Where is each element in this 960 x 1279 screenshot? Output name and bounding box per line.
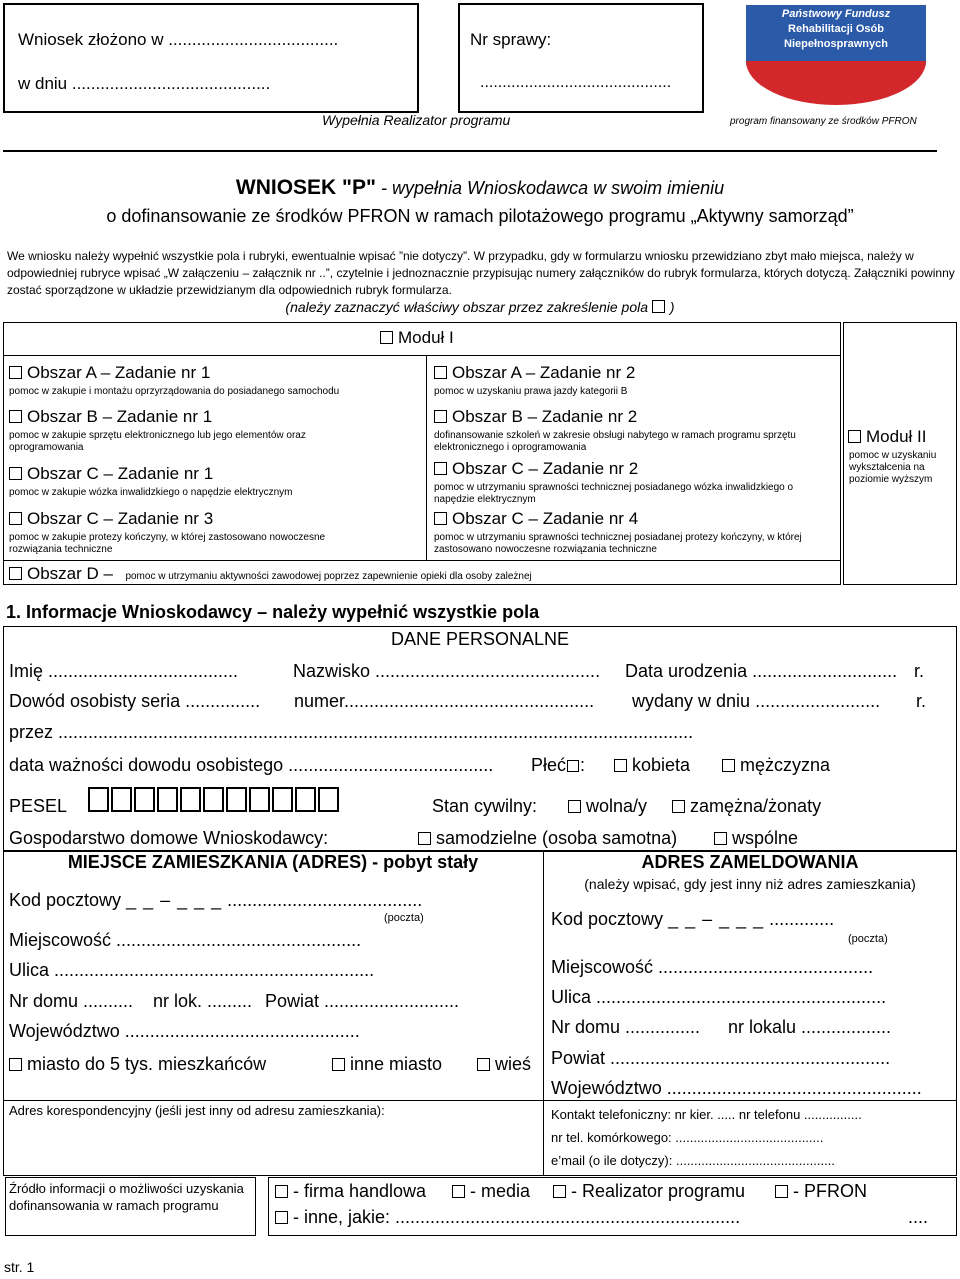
- form-title-main: WNIOSEK "P": [235, 176, 376, 199]
- submitted-field[interactable]: Wniosek złożono w ....................................: [18, 30, 339, 49]
- residence-city-field[interactable]: Miejscowość .................................................: [9, 930, 362, 950]
- residence-heading: MIEJSCE ZAMIESZKANIA (ADRES) - pobyt stały: [67, 852, 479, 872]
- source-option-other[interactable]: [275, 1207, 740, 1228]
- postal-code-slots-icon: _ _ – _ _ _: [126, 890, 223, 910]
- surname-field[interactable]: Nazwisko .............................................: [293, 661, 601, 681]
- funded-note: program finansowany ze środków PFRON: [730, 116, 917, 127]
- mark-note-end: ): [669, 299, 675, 315]
- module1-col-divider: [426, 355, 427, 560]
- module2-label: Moduł II: [866, 427, 927, 446]
- module2-desc: pomoc w uzyskaniu wykształcenia na poziomie wyższym: [849, 450, 937, 485]
- mark-note: [0, 299, 960, 315]
- logo-line-2: Rehabilitacji Osób: [788, 23, 884, 35]
- submission-box: [3, 3, 419, 113]
- source-media-label: - media: [470, 1181, 531, 1201]
- source-option-trade[interactable]: [275, 1181, 426, 1202]
- task-c2-desc: pomoc w utrzymaniu sprawności technicznej posiadanego wózka inwalidzkiego o napędzie elektrycznym: [434, 482, 794, 505]
- source-option-pfron[interactable]: [775, 1181, 867, 1202]
- residence-postal-code[interactable]: [9, 890, 422, 911]
- task-b2[interactable]: [434, 407, 834, 454]
- registration-note: (należy wpisać, gdy jest inny niż adres zamieszkania): [584, 876, 916, 892]
- task-c1-checkbox-icon[interactable]: [9, 467, 22, 480]
- mobile-field[interactable]: nr tel. komórkowego: .........................................: [551, 1130, 824, 1145]
- source-trade-label: - firma handlowa: [293, 1181, 427, 1201]
- source-trade-checkbox-icon[interactable]: [275, 1185, 288, 1198]
- household-shared-checkbox-icon[interactable]: [714, 832, 727, 845]
- registration-postal-sub: (poczta): [848, 933, 888, 945]
- task-c1[interactable]: [9, 464, 419, 499]
- registration-postal-label: Kod pocztowy: [551, 909, 664, 929]
- household-shared-option[interactable]: [714, 828, 798, 849]
- date-field[interactable]: w dniu ..........................................: [18, 74, 271, 93]
- issued-by-field[interactable]: przez ...............................................................................................................................: [9, 722, 694, 742]
- source-label: Źródło informacji o możliwości uzyskania dofinansowania w ramach programu: [9, 1181, 244, 1213]
- sex-box-icon: [567, 760, 579, 772]
- module2-checkbox-icon[interactable]: [848, 430, 861, 443]
- module2-option[interactable]: [848, 427, 926, 447]
- task-b1-desc: pomoc w zakupie sprzętu elektronicznego lub jego elementów oraz oprogramowania: [9, 430, 306, 453]
- registration-voivodeship-field[interactable]: Województwo ...................................................: [551, 1078, 922, 1098]
- source-other-label: - inne, jakie: .....................................................................: [293, 1207, 741, 1227]
- address-row-divider: [3, 1100, 957, 1101]
- task-b1-checkbox-icon[interactable]: [9, 410, 22, 423]
- pesel-digit[interactable]: [249, 787, 270, 812]
- form-title: [0, 176, 960, 200]
- task-c3[interactable]: [9, 509, 419, 556]
- pesel-label: PESEL: [9, 796, 68, 816]
- header-rule: [3, 150, 937, 152]
- task-d-title: Obszar D –: [27, 564, 113, 583]
- marital-status-label: Stan cywilny:: [432, 796, 538, 816]
- sex-colon: :: [580, 755, 586, 775]
- task-a1-desc: pomoc w zakupie i montażu oprzyrządowania do posiadanego samochodu: [9, 386, 340, 397]
- registration-postal-slots-icon: _ _ – _ _ _: [668, 909, 765, 929]
- married-checkbox-icon[interactable]: [672, 800, 685, 813]
- case-number-field[interactable]: ...........................................: [480, 74, 672, 91]
- sex-male-option[interactable]: [722, 755, 830, 776]
- residence-postal-sub: (poczta): [384, 912, 424, 924]
- male-label: mężczyzna: [740, 755, 831, 775]
- household-label: Gospodarstwo domowe Wnioskodawcy:: [9, 828, 329, 848]
- task-d[interactable]: [9, 564, 532, 584]
- logo-line-3: Niepełnosprawnych: [784, 38, 888, 50]
- village-label: wieś: [495, 1054, 532, 1074]
- marital-single-option[interactable]: [568, 796, 647, 817]
- registration-postal-code[interactable]: [551, 909, 834, 930]
- case-number-label: Nr sprawy:: [470, 30, 552, 49]
- task-a2-checkbox-icon[interactable]: [434, 366, 447, 379]
- task-b2-desc: dofinansowanie szkoleń w zakresie obsługi nabytego w ramach programu sprzętu elektronicznego i oprogramowania: [434, 430, 796, 453]
- pesel-digit[interactable]: [295, 787, 316, 812]
- task-b1[interactable]: [9, 407, 419, 454]
- pesel-digit[interactable]: [272, 787, 293, 812]
- task-c2[interactable]: [434, 459, 834, 506]
- module1-option[interactable]: [380, 328, 454, 348]
- phone-field[interactable]: Kontakt telefoniczny: nr kier. ..... nr telefonu ................: [551, 1107, 862, 1122]
- household-alone-option[interactable]: [418, 828, 677, 849]
- task-a1[interactable]: [9, 363, 419, 398]
- task-c2-title: Obszar C – Zadanie nr 2: [452, 459, 639, 478]
- pesel-input[interactable]: [88, 787, 341, 817]
- source-option-media[interactable]: [452, 1181, 530, 1202]
- correspondence-address-field[interactable]: Adres korespondencyjny (jeśli jest inny od adresu zamieszkania):: [9, 1103, 385, 1118]
- form-subtitle: o dofinansowanie ze środków PFRON w ramach pilotażowego programu „Aktywny samorząd”: [106, 206, 854, 226]
- source-other-dots: ....: [908, 1207, 929, 1227]
- male-checkbox-icon[interactable]: [722, 759, 735, 772]
- source-other-checkbox-icon[interactable]: [275, 1211, 288, 1224]
- town-small-checkbox-icon[interactable]: [9, 1058, 22, 1071]
- section1-heading: 1. Informacje Wnioskodawcy – należy wypełnić wszystkie pola: [6, 602, 540, 622]
- residence-street-field[interactable]: Ulica ................................................................: [9, 960, 375, 980]
- first-name-field[interactable]: Imię ......................................: [9, 661, 239, 681]
- household-alone-label: samodzielne (osoba samotna): [436, 828, 678, 848]
- pesel-digit[interactable]: [180, 787, 201, 812]
- pesel-digit[interactable]: [203, 787, 224, 812]
- task-d-desc: pomoc w utrzymaniu aktywności zawodowej poprzez zapewnienie opieki dla osoby zależnej: [125, 571, 532, 582]
- id-issued-suffix: r.: [916, 691, 927, 711]
- birth-date-field[interactable]: Data urodzenia .............................: [625, 661, 898, 681]
- module1-checkbox-icon[interactable]: [380, 331, 393, 344]
- personal-data-heading: DANE PERSONALNE: [390, 629, 570, 649]
- residence-voivodeship-field[interactable]: Województwo ...............................................: [9, 1021, 360, 1041]
- village-option[interactable]: [477, 1054, 531, 1075]
- email-field[interactable]: e’mail (o ile dotyczy): ............................................: [551, 1153, 835, 1168]
- task-c4[interactable]: [434, 509, 834, 556]
- task-c2-checkbox-icon[interactable]: [434, 462, 447, 475]
- single-checkbox-icon[interactable]: [568, 800, 581, 813]
- mark-checkbox-icon: [652, 300, 665, 313]
- task-a2-desc: pomoc w uzyskaniu prawa jazdy kategorii B: [434, 386, 628, 397]
- task-b1-title: Obszar B – Zadanie nr 1: [27, 407, 213, 426]
- household-shared-label: wspólne: [732, 828, 799, 848]
- married-label: zamężna/żonaty: [690, 796, 822, 816]
- sex-label-text: Płeć: [531, 755, 567, 775]
- town-small-label: miasto do 5 tys. mieszkańców: [27, 1054, 267, 1074]
- task-a1-checkbox-icon[interactable]: [9, 366, 22, 379]
- sex-label: [531, 755, 585, 776]
- task-c1-desc: pomoc w zakupie wózka inwalidzkiego o napędzie elektrycznym: [9, 487, 293, 498]
- pfron-logo: [746, 5, 926, 109]
- task-c4-title: Obszar C – Zadanie nr 4: [452, 509, 639, 528]
- residence-county-field[interactable]: Powiat ...........................: [265, 991, 460, 1011]
- id-issued-field[interactable]: wydany w dniu .........................: [632, 691, 881, 711]
- case-number-box: [458, 3, 704, 113]
- task-c3-title: Obszar C – Zadanie nr 3: [27, 509, 214, 528]
- task-a2-title: Obszar A – Zadanie nr 2: [452, 363, 636, 382]
- instructions-text: We wniosku należy wypełnić wszystkie pola i rubryki, ewentualnie wpisać ”nie dotyczy”. W przypadku, gdy w formularzu wniosku przewidziano zbyt mało miejsca, należy w odpowiedniej rubryce wpisać „W załączeniu – załącznik nr ..”, czytelnie i jednoznacznie przypisując numery załączników do rubryk formularza, których dotyczą. Załączniki powinny zostać sporządzone w układzie przewidzianym dla odpowiednich rubryk formularza.: [7, 249, 955, 297]
- pesel-digit[interactable]: [134, 787, 155, 812]
- residence-flat-field[interactable]: nr lok. .........: [153, 991, 253, 1011]
- residence-postal-label: Kod pocztowy: [9, 890, 122, 910]
- source-operator-checkbox-icon[interactable]: [553, 1185, 566, 1198]
- female-label: kobieta: [632, 755, 691, 775]
- registration-heading: ADRES ZAMELDOWANIA: [641, 852, 859, 872]
- pesel-digit[interactable]: [111, 787, 132, 812]
- id-series-field[interactable]: Dowód osobisty seria ...............: [9, 691, 261, 711]
- residence-postal-dots: .......................................: [227, 890, 423, 910]
- birth-date-suffix: r.: [914, 661, 925, 681]
- task-a1-title: Obszar A – Zadanie nr 1: [27, 363, 211, 382]
- pesel-digit[interactable]: [226, 787, 247, 812]
- module1-label: Moduł I: [398, 328, 454, 347]
- residence-house-field[interactable]: Nr domu ..........: [9, 991, 134, 1011]
- id-number-field[interactable]: numer..................................................: [294, 691, 595, 711]
- marital-married-option[interactable]: [672, 796, 821, 817]
- town-small-option[interactable]: [9, 1054, 266, 1075]
- registration-flat-field[interactable]: nr lokalu ..................: [728, 1017, 892, 1037]
- other-town-checkbox-icon[interactable]: [332, 1058, 345, 1071]
- task-b2-title: Obszar B – Zadanie nr 2: [452, 407, 638, 426]
- source-pfron-checkbox-icon[interactable]: [775, 1185, 788, 1198]
- registration-house-field[interactable]: Nr domu ...............: [551, 1017, 701, 1037]
- registration-street-field[interactable]: Ulica ..........................................................: [551, 987, 887, 1007]
- source-operator-label: - Realizator programu: [571, 1181, 746, 1201]
- task-c1-title: Obszar C – Zadanie nr 1: [27, 464, 214, 483]
- id-validity-field[interactable]: data ważności dowodu osobistego .........................................: [9, 755, 494, 775]
- task-b2-checkbox-icon[interactable]: [434, 410, 447, 423]
- registration-city-field[interactable]: Miejscowość ...........................................: [551, 957, 874, 977]
- village-checkbox-icon[interactable]: [477, 1058, 490, 1071]
- address-col-divider: [543, 851, 544, 1176]
- task-c3-checkbox-icon[interactable]: [9, 512, 22, 525]
- page-number: str. 1: [4, 1259, 35, 1275]
- pesel-digit[interactable]: [88, 787, 109, 812]
- task-c4-desc: pomoc w utrzymaniu sprawności technicznej posiadanej protezy kończyny, w której zastosowano nowoczesne rozwiązania techniczne: [434, 532, 802, 555]
- logo-line-1: Państwowy Fundusz: [781, 8, 891, 20]
- source-pfron-label: - PFRON: [793, 1181, 867, 1201]
- form-title-suffix: - wypełnia Wnioskodawca w swoim imieniu: [375, 178, 725, 198]
- mark-note-text: (należy zaznaczyć właściwy obszar przez zakreślenie pola: [285, 299, 652, 315]
- household-alone-checkbox-icon[interactable]: [418, 832, 431, 845]
- module1-areaD-divider: [3, 560, 841, 561]
- module1-title-divider: [3, 355, 841, 356]
- other-town-label: inne miasto: [350, 1054, 443, 1074]
- sex-female-option[interactable]: [614, 755, 690, 776]
- registration-county-field[interactable]: Powiat ........................................................: [551, 1048, 891, 1068]
- task-a2[interactable]: [434, 363, 834, 398]
- filled-by-note: Wypełnia Realizator programu: [322, 112, 511, 128]
- registration-postal-dots: .............: [769, 909, 835, 929]
- task-c3-desc: pomoc w zakupie protezy kończyny, w której zastosowano nowoczesne rozwiązania techniczne: [9, 532, 326, 555]
- source-media-checkbox-icon[interactable]: [452, 1185, 465, 1198]
- female-checkbox-icon[interactable]: [614, 759, 627, 772]
- pesel-digit[interactable]: [157, 787, 178, 812]
- task-c4-checkbox-icon[interactable]: [434, 512, 447, 525]
- other-town-option[interactable]: [332, 1054, 442, 1075]
- single-label: wolna/y: [586, 796, 648, 816]
- task-d-checkbox-icon[interactable]: [9, 567, 22, 580]
- source-option-operator[interactable]: [553, 1181, 745, 1202]
- pesel-digit[interactable]: [318, 787, 339, 812]
